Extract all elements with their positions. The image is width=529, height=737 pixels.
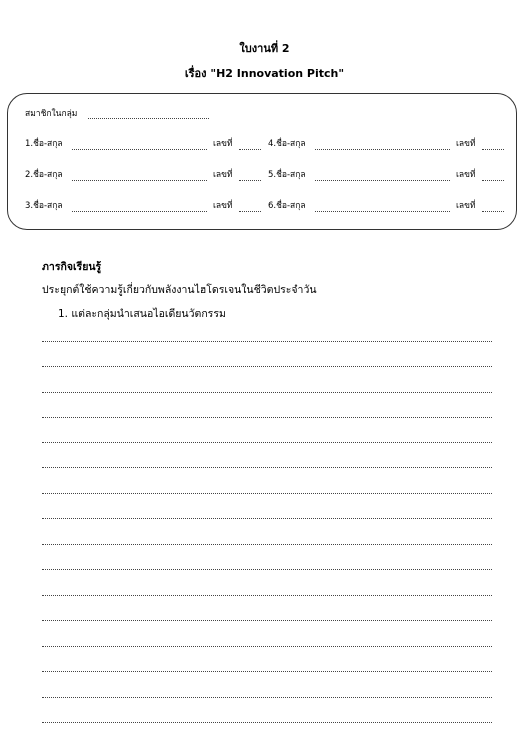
member-1-number-label: เลขที่ — [213, 139, 233, 149]
member-1-number-line[interactable] — [239, 149, 261, 150]
member-1-label: 1.ชื่อ-สกุล — [25, 139, 63, 149]
member-2-number-line[interactable] — [239, 180, 261, 181]
group-members-box — [7, 93, 517, 230]
member-2-number-label: เลขที่ — [213, 170, 233, 180]
activity-instruction: ประยุกต์ใช้ความรู้เกี่ยวกับพลังงานไฮโดรเจนในชีวิตประจำวัน — [42, 284, 317, 296]
member-3-number-line[interactable] — [239, 211, 261, 212]
member-4-number-line[interactable] — [482, 149, 504, 150]
member-3-name-line[interactable] — [72, 211, 207, 212]
member-6-number-line[interactable] — [482, 211, 504, 212]
group-members-label: สมาชิกในกลุ่ม — [25, 109, 78, 119]
member-5-number-label: เลขที่ — [456, 170, 476, 180]
answer-line[interactable] — [42, 722, 492, 723]
worksheet-title: ใบงานที่ 2 — [239, 42, 290, 55]
member-5-number-line[interactable] — [482, 180, 504, 181]
answer-line[interactable] — [42, 392, 492, 393]
group-name-line[interactable] — [88, 118, 209, 119]
answer-line[interactable] — [42, 671, 492, 672]
answer-line[interactable] — [42, 366, 492, 367]
answer-line[interactable] — [42, 620, 492, 621]
member-5-label: 5.ชื่อ-สกุล — [268, 170, 306, 180]
answer-line[interactable] — [42, 442, 492, 443]
member-6-name-line[interactable] — [315, 211, 450, 212]
member-3-label: 3.ชื่อ-สกุล — [25, 201, 63, 211]
activity-item-1: 1. แต่ละกลุ่มนำเสนอไอเดียนวัตกรรม — [58, 308, 226, 320]
member-5-name-line[interactable] — [315, 180, 450, 181]
answer-line[interactable] — [42, 697, 492, 698]
member-1-name-line[interactable] — [72, 149, 207, 150]
answer-line[interactable] — [42, 467, 492, 468]
answer-line[interactable] — [42, 341, 492, 342]
answer-line[interactable] — [42, 569, 492, 570]
member-3-number-label: เลขที่ — [213, 201, 233, 211]
member-2-name-line[interactable] — [72, 180, 207, 181]
answer-line[interactable] — [42, 646, 492, 647]
activity-heading: ภารกิจเรียนรู้ — [42, 261, 102, 273]
answer-line[interactable] — [42, 544, 492, 545]
answer-line[interactable] — [42, 417, 492, 418]
answer-line[interactable] — [42, 518, 492, 519]
member-4-name-line[interactable] — [315, 149, 450, 150]
member-2-label: 2.ชื่อ-สกุล — [25, 170, 63, 180]
member-4-label: 4.ชื่อ-สกุล — [268, 139, 306, 149]
member-4-number-label: เลขที่ — [456, 139, 476, 149]
member-6-label: 6.ชื่อ-สกุล — [268, 201, 306, 211]
worksheet-subtitle: เรื่อง "H2 Innovation Pitch" — [184, 67, 345, 80]
answer-line[interactable] — [42, 595, 492, 596]
member-6-number-label: เลขที่ — [456, 201, 476, 211]
answer-line[interactable] — [42, 493, 492, 494]
